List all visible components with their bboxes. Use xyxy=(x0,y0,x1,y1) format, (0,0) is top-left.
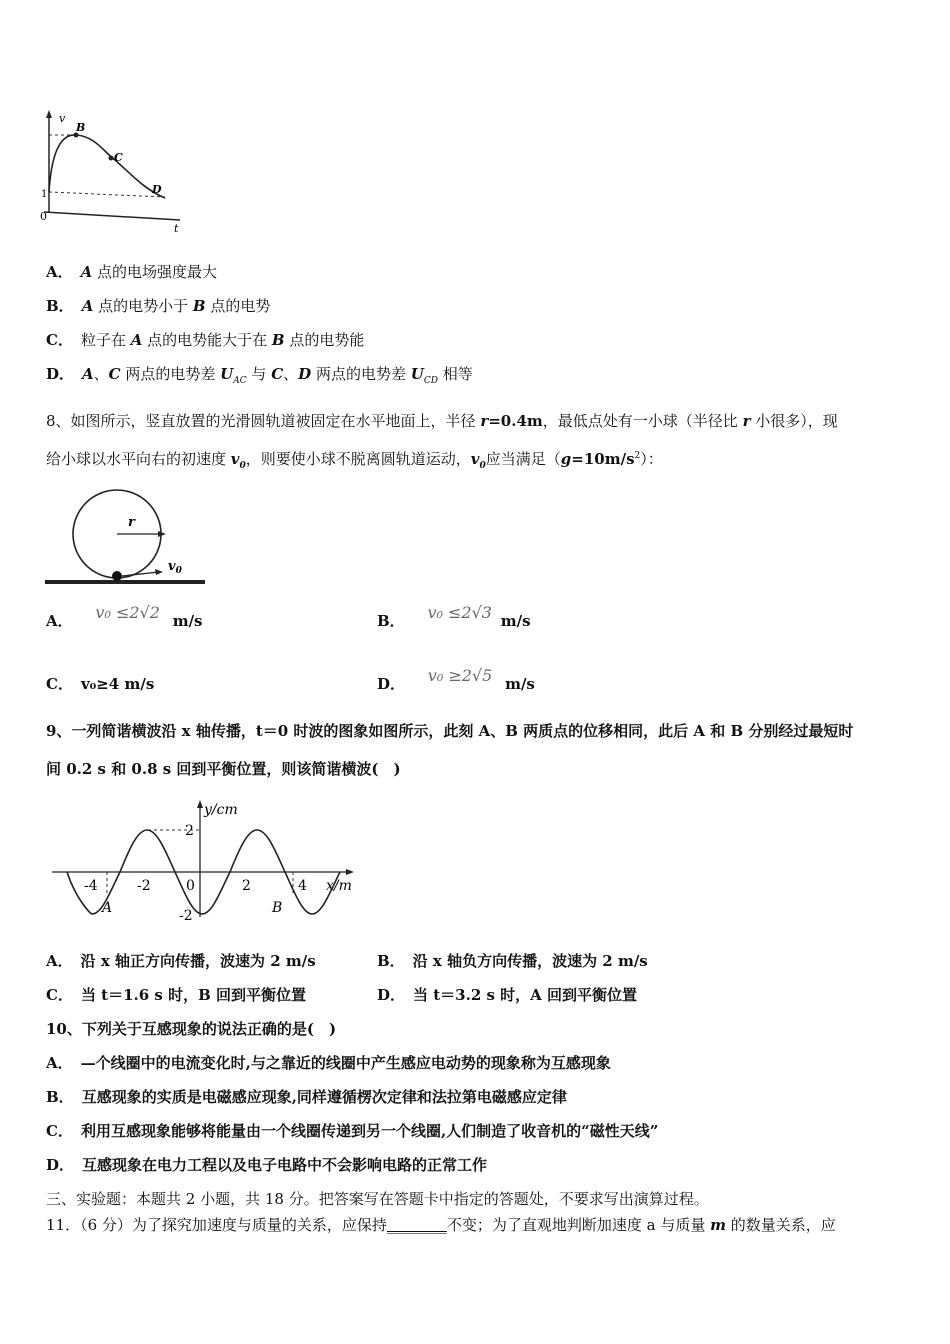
tick-y2: 2 xyxy=(185,823,194,839)
var: r xyxy=(480,412,489,430)
option-text: 点的电势能 xyxy=(284,331,365,349)
tick-2: 2 xyxy=(242,878,251,894)
tick-4: 4 xyxy=(298,878,307,894)
q11-stem xyxy=(46,1214,836,1235)
option-label: B． xyxy=(46,297,74,315)
formula: v₀ ≥2√5 xyxy=(427,666,493,685)
q7-option-a xyxy=(46,261,217,282)
x-axis-label: x/m xyxy=(326,878,352,894)
y-axis-label: y/cm xyxy=(204,802,238,818)
option-text: 互感现象的实质是电磁感应现象,同样遵循楞次定律和法拉第电磁感应定律 xyxy=(81,1088,567,1106)
var: A xyxy=(80,263,93,281)
q7-vt-graph xyxy=(40,108,190,240)
ground xyxy=(45,580,205,584)
small-ball xyxy=(112,571,122,581)
option-label: C． xyxy=(46,1122,73,1140)
text: 给小球以水平向右的初速度 xyxy=(46,450,231,468)
option-text: 当 t＝1.6 s 时，B 回到平衡位置 xyxy=(80,986,306,1004)
var: D xyxy=(298,365,312,383)
text: 不变；为了直观地判断加速度 a 与质量 xyxy=(446,1216,711,1234)
subscript: 0 xyxy=(239,461,246,471)
option-label: A． xyxy=(46,263,73,281)
subscript: CD xyxy=(423,376,438,386)
formula: v₀ ≤2√2 xyxy=(95,603,160,622)
text: 小很多），现 xyxy=(750,412,838,430)
option-label: C． xyxy=(46,675,73,693)
option-text: 互感现象在电力工程以及电子电路中不会影响电路的正常工作 xyxy=(82,1156,488,1174)
text: 应当满足（ xyxy=(485,450,561,468)
q9-option-b xyxy=(377,950,648,971)
option-text: 点的电场强度最大 xyxy=(92,263,218,281)
var: B xyxy=(192,297,206,315)
q7-option-d xyxy=(46,363,473,386)
point-c xyxy=(109,156,114,161)
q9-wave-graph xyxy=(50,792,370,922)
text: =10m/s xyxy=(571,450,635,468)
option-label: A． xyxy=(46,1054,73,1072)
option-label: A． xyxy=(46,612,73,630)
var: v xyxy=(230,450,240,468)
var: U xyxy=(410,365,424,383)
radius-label: r xyxy=(128,515,135,530)
option-text: 点的电势小于 xyxy=(93,297,193,315)
text: 的数量关系，应 xyxy=(726,1216,836,1234)
var: g xyxy=(560,450,572,468)
var: U xyxy=(220,365,234,383)
q7-option-b xyxy=(46,295,270,316)
option-text: 两点的电势差 xyxy=(311,365,411,383)
answer-blank[interactable]: ________ xyxy=(386,1216,447,1234)
var: A xyxy=(81,297,94,315)
q10-stem: 10、下列关于互感现象的说法正确的是( ) xyxy=(46,1020,337,1038)
q10-option-b xyxy=(46,1086,567,1107)
option-label: A． xyxy=(46,952,73,970)
t-axis-label: t xyxy=(174,222,179,235)
option-label: C． xyxy=(46,331,73,349)
q8-option-c xyxy=(46,673,154,694)
option-label: C． xyxy=(46,986,73,1004)
q10-option-a xyxy=(46,1052,611,1073)
option-text: —个线圈中的电流变化时,与之靠近的线圈中产生感应电动势的现象称为互感现象 xyxy=(80,1054,611,1072)
section-3-heading: 三、实验题：本题共 2 小题，共 18 分。把答案写在答题卡中指定的答题处，不要求写出演算过程。 xyxy=(46,1190,709,1208)
tick-ym2: -2 xyxy=(179,908,193,922)
option-text: 、 xyxy=(93,365,109,383)
var: A xyxy=(82,365,94,383)
text: ，则要使小球不脱离圆轨道运动， xyxy=(245,450,471,468)
q8-circle-track-figure xyxy=(42,488,208,588)
var: C xyxy=(271,365,284,383)
unit: m/s xyxy=(505,675,535,693)
q9-option-d xyxy=(377,984,637,1005)
label-b: B xyxy=(76,121,86,134)
v0-label: $v_0$ xyxy=(168,559,182,576)
q9-option-c xyxy=(46,984,306,1005)
option-text: 粒子在 xyxy=(80,331,131,349)
option-label: B． xyxy=(377,952,405,970)
option-label: D． xyxy=(377,675,406,693)
q8-option-b xyxy=(377,603,531,631)
option-text: 当 t＝3.2 s 时，A 回到平衡位置 xyxy=(413,986,638,1004)
option-label: D． xyxy=(377,986,406,1004)
point-a-label: A xyxy=(102,900,113,916)
var: m xyxy=(710,1216,727,1234)
velocity-curve xyxy=(49,135,165,198)
option-text: 、 xyxy=(283,365,299,383)
label-c: C xyxy=(114,151,123,164)
text: 11．（6 分）为了探究加速度与质量的关系，应保持 xyxy=(46,1216,387,1234)
unit: m/s xyxy=(500,612,531,630)
option-text: 点的电势 xyxy=(205,297,271,315)
var: A xyxy=(130,331,143,349)
tick-0: 0 xyxy=(186,878,195,894)
var: C xyxy=(108,365,121,383)
option-label: D． xyxy=(46,1156,75,1174)
var: r xyxy=(742,412,751,430)
subscript: AC xyxy=(233,376,247,386)
q9-stem-line1: 9、一列简谐横波沿 x 轴传播，t＝0 时波的图象如图所示，此刻 A、B 两质点的位移相同，此后 A 和 B 分别经过最短时 xyxy=(46,722,854,740)
text: ，最低点处有一小球（半径比 xyxy=(542,412,743,430)
option-text: 利用互感现象能够将能量由一个线圈传递到另一个线圈,人们制造了收音机的“磁性天线” xyxy=(80,1122,659,1140)
option-label: B． xyxy=(377,612,405,630)
text: ）： xyxy=(640,450,663,468)
text: =0.4m xyxy=(488,412,543,430)
v-axis-label: v xyxy=(59,112,66,125)
option-label: D． xyxy=(46,365,75,383)
formula: v₀ ≤2√3 xyxy=(427,603,492,622)
option-text: 点的电势能大于在 xyxy=(142,331,272,349)
option-text: 沿 x 轴正方向传播，波速为 2 m/s xyxy=(80,952,316,970)
q8-option-d xyxy=(377,666,535,694)
var: B xyxy=(271,331,285,349)
superscript: 2 xyxy=(634,451,641,461)
text: 8、如图所示，竖直放置的光滑圆轨道被固定在水平地面上，半径 xyxy=(46,412,481,430)
q10-option-c xyxy=(46,1120,658,1141)
tick-neg4: -4 xyxy=(84,878,98,894)
point-b-label: B xyxy=(272,900,283,916)
option-text: 与 xyxy=(246,365,272,383)
q8-stem-line1 xyxy=(46,410,838,431)
q7-option-c xyxy=(46,329,364,350)
q10-option-d xyxy=(46,1154,487,1175)
label-d: D xyxy=(152,183,162,196)
origin-label: 0 xyxy=(40,210,47,223)
tick-neg2: -2 xyxy=(137,878,151,894)
subscript: 0 xyxy=(479,461,486,471)
q9-option-a xyxy=(46,950,316,971)
option-text: v₀≥4 m/s xyxy=(80,675,155,693)
q9-stem-line2: 间 0.2 s 和 0.8 s 回到平衡位置，则该简谐横波( ) xyxy=(46,760,401,778)
option-text: 相等 xyxy=(437,365,473,383)
y-tick-label: 1 xyxy=(41,189,48,200)
option-text: 两点的电势差 xyxy=(120,365,221,383)
var: v xyxy=(470,450,480,468)
option-text: 沿 x 轴负方向传播，波速为 2 m/s xyxy=(412,952,648,970)
q8-stem-line2 xyxy=(46,448,663,471)
option-label: B． xyxy=(46,1088,74,1106)
unit: m/s xyxy=(172,612,203,630)
q8-option-a xyxy=(46,603,203,631)
